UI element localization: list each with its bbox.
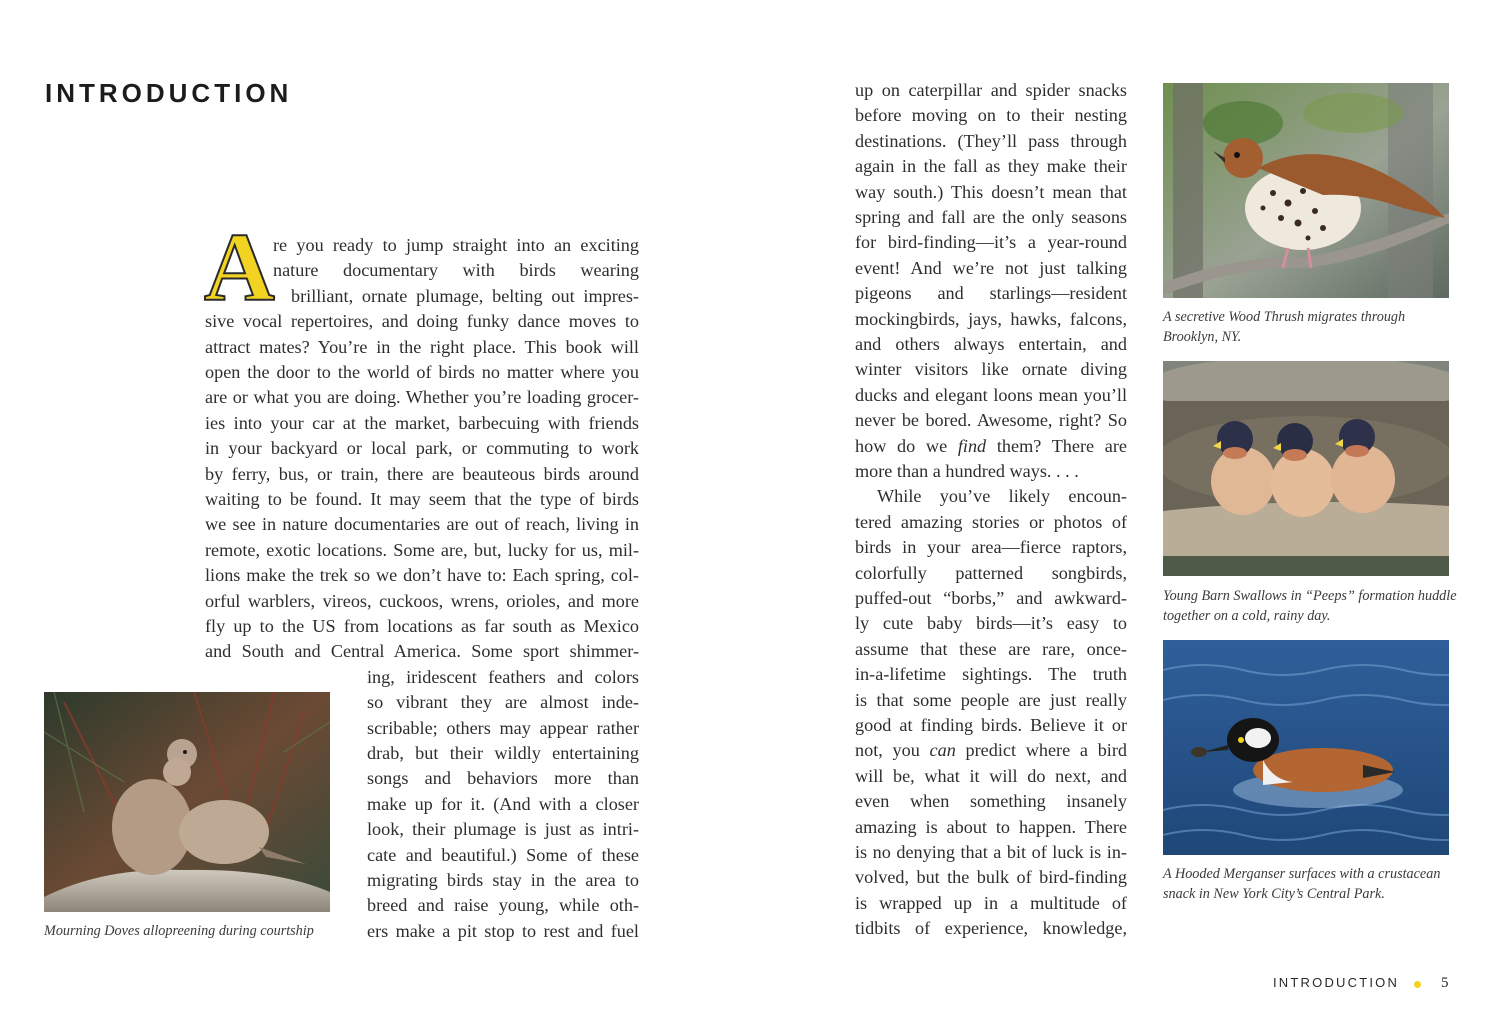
body-text-line: scribable; others may appear rather xyxy=(367,717,639,738)
body-text-line: attract mates? You’re in the right place. This book will xyxy=(205,336,639,357)
body-text-line: re you ready to jump straight into an exciting xyxy=(273,235,639,255)
body-text-line: ly cute baby birds—it’s easy to xyxy=(855,613,1127,634)
body-text-line: by ferry, bus, or train, there are beauteous birds around xyxy=(205,463,639,484)
body-text-line: ducks and elegant loons mean you’ll xyxy=(855,384,1127,405)
body-text-line: never be bored. Awesome, right? So xyxy=(855,410,1127,431)
body-text-line: destinations. (They’ll pass through xyxy=(855,130,1127,151)
body-text-line: open the door to the world of birds no matter where you xyxy=(205,362,639,382)
body-text-line: tered amazing stories or photos of xyxy=(855,511,1127,532)
hooded-merganser-photo xyxy=(1163,640,1449,855)
body-text-line: ers make a pit stop to rest and fuel xyxy=(367,920,639,941)
body-text-line: for bird-finding—it’s a year-round xyxy=(855,232,1127,253)
mourning-doves-caption: Mourning Doves allopreening during courtship xyxy=(44,923,314,939)
body-text-line: look, their plumage is just as intri- xyxy=(367,819,639,840)
body-text-line: While you’ve likely encoun- xyxy=(877,486,1127,507)
page-number: 5 xyxy=(1441,975,1449,991)
body-text-line: amazing is about to happen. There xyxy=(855,816,1127,837)
body-text-line: in your backyard or local park, or commuting to work xyxy=(205,438,639,459)
body-text-line: is that some people are just really xyxy=(855,689,1127,710)
body-text-line: drab, but their wildly entertaining xyxy=(367,743,639,763)
body-text-line: will be, what it will do next, and xyxy=(855,765,1127,786)
body-text-line: not, you can predict where a bird xyxy=(855,740,1127,761)
body-text-line: how do we find them? There are xyxy=(855,435,1127,456)
body-text-line: birds in your area—fierce raptors, xyxy=(855,537,1127,558)
body-text-line: are or what you are doing. Whether you’re loading grocer- xyxy=(205,387,639,408)
body-text-line: ies into your car at the market, barbecuing with friends xyxy=(205,412,639,433)
body-text-line: orful warblers, vireos, cuckoos, wrens, orioles, and more xyxy=(205,590,639,611)
body-text-line: nature documentary with birds wearing xyxy=(273,260,639,281)
body-text-line: spring and fall are the only seasons xyxy=(855,207,1127,227)
body-text-line: is wrapped up in a multitude of xyxy=(855,892,1127,913)
body-text-line: so vibrant they are almost inde- xyxy=(367,692,639,713)
body-text-line: mockingbirds, jays, hawks, falcons, xyxy=(855,308,1127,329)
body-text-line: fly up to the US from locations as far south as Mexico xyxy=(205,616,639,636)
body-text-line: winter visitors like ornate diving xyxy=(855,359,1127,380)
body-text-line: we see in nature documentaries are out of reach, living in xyxy=(205,514,639,535)
body-text-line: event! And we’re not just talking xyxy=(855,257,1127,278)
body-text-line: sive vocal repertoires, and doing funky dance moves to xyxy=(205,311,639,332)
body-text-line: is no denying that a bit of luck is in- xyxy=(855,842,1127,862)
drop-cap-letter: A xyxy=(204,214,275,322)
wood-thrush-photo xyxy=(1163,83,1449,298)
body-text-line: even when something insanely xyxy=(855,791,1127,812)
body-text-line: up on caterpillar and spider snacks xyxy=(855,80,1127,100)
body-text-line: ing, iridescent feathers and colors xyxy=(367,666,639,687)
running-footer-label: INTRODUCTION xyxy=(1273,975,1400,990)
barn-swallows-caption: Young Barn Swallows in “Peeps” formation huddle together on a cold, rainy day. xyxy=(1163,588,1457,624)
wood-thrush-caption: A secretive Wood Thrush migrates through Brooklyn, NY. xyxy=(1163,309,1406,345)
body-text-line: waiting to be found. It may seem that the type of birds xyxy=(205,489,639,509)
body-text-line: and others always entertain, and xyxy=(855,334,1127,354)
page-title: INTRODUCTION xyxy=(45,78,293,108)
body-text-line: pigeons and starlings—resident xyxy=(855,283,1127,304)
body-text-line: make up for it. (And with a closer xyxy=(367,793,639,814)
body-text-line: tidbits of experience, knowledge, xyxy=(855,918,1127,939)
body-text-line: brilliant, ornate plumage, belting out impres- xyxy=(291,285,639,306)
body-text-line: remote, exotic locations. Some are, but, lucky for us, mil- xyxy=(205,539,639,560)
body-text-line: way south.) This doesn’t mean that xyxy=(855,181,1127,202)
body-text-line: cate and beautiful.) Some of these xyxy=(367,844,639,865)
body-text-line: good at finding birds. Believe it or xyxy=(855,715,1127,735)
body-text-line: in-a-lifetime sightings. The truth xyxy=(855,664,1127,685)
body-text-line: volved, but the bulk of bird-finding xyxy=(855,867,1127,888)
hooded-merganser-caption: A Hooded Merganser surfaces with a crustacean snack in New York City’s Central Park. xyxy=(1163,866,1441,902)
body-text-line: breed and raise young, while oth- xyxy=(367,895,639,916)
body-text-line: migrating birds stay in the area to xyxy=(367,870,639,890)
body-text-line: before moving on to their nesting xyxy=(855,105,1127,126)
mourning-doves-photo xyxy=(44,692,330,912)
body-text-line: assume that these are rare, once- xyxy=(855,638,1127,659)
body-text-line: again in the fall as they make their xyxy=(855,156,1127,177)
body-text-line: colorfully patterned songbirds, xyxy=(855,562,1127,583)
body-text-line: lions make the trek so we don’t have to: Each spring, col- xyxy=(205,565,639,586)
body-text-line: songs and behaviors more than xyxy=(367,768,639,789)
body-text-line: and South and Central America. Some sport shimmer- xyxy=(205,641,639,662)
barn-swallows-photo xyxy=(1163,361,1449,576)
body-text-line: puffed-out “borbs,” and awkward- xyxy=(855,588,1127,608)
footer-dot-ornament xyxy=(1414,981,1421,988)
body-text-line: more than a hundred ways. . . . xyxy=(855,461,1079,481)
